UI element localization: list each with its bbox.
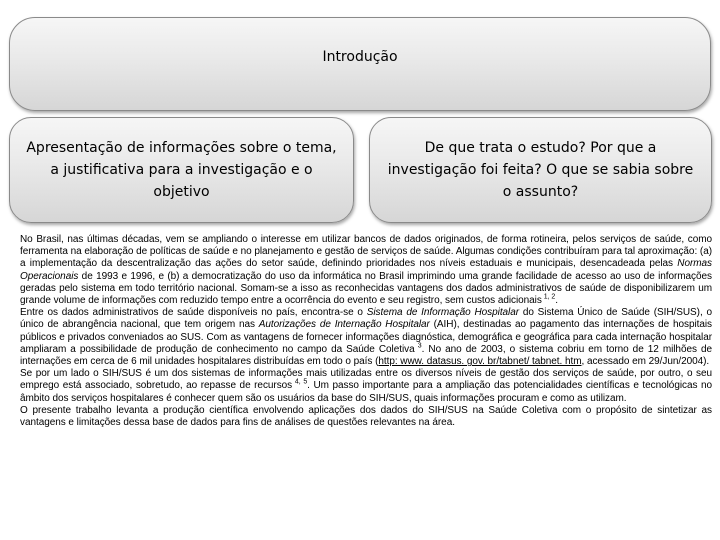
p1-italic-normas: Normas Operacionais xyxy=(20,258,712,282)
p1-text-b: de 1993 e 1996, e (b) a democratização do uso da informática no Brasil imprimindo uma grande facilidade de acesso ao uso de informações geradas pelo sistema em todo território nacional. Somam-se a isso as reconhecidas vantagens dos dados administrativos de saúde de disponibilizarem um grande volume de informações com reduzido tempo entre a ocorrência do evento e seu registro, sem custos adicionais xyxy=(20,270,712,307)
p2-italic-aih: Autorizações de Internação Hospitalar xyxy=(258,319,430,331)
intro-title: Introdução xyxy=(322,49,398,65)
p2-text-e: , acessado em 29/Jun/2004). xyxy=(581,356,710,368)
p3-citation: 4, 5 xyxy=(292,379,308,387)
p3-text-a: Se por um lado o SIH/SUS é um dos sistemas de informações mais utilizadas entre os diversos níveis de gestão dos serviços de saúde, por outro, o seu emprego está associado, sobretudo, ao repasse de recursos xyxy=(20,368,712,392)
p2-text-a: Entre os dados administrativos de saúde disponíveis no país, encontra-se o xyxy=(20,307,367,319)
paragraph-3 xyxy=(20,368,712,405)
p1-citation: 1, 2 xyxy=(541,293,556,301)
questions-box xyxy=(369,117,712,223)
p2-italic-sih: Sistema de Informação Hospitalar xyxy=(366,307,520,319)
p1-text-a: No Brasil, nas últimas décadas, vem se ampliando o interesse em utilizar bancos de dados originados, de forma rotineira, pelos serviços de saúde, como ferramenta na elaboração de políticas de saúde e no planejamento e gestão de serviços de saúde. Algumas condições contribuíram para tal aproximação: (a) a implementação da descentralização das ações do setor saúde, definindo prioridades nos níveis estaduais e municipais, desencadeada pelas xyxy=(20,234,712,270)
questions-text: De que trata o estudo? Por que a investigação foi feita? O que se sabia sobre o assunto? xyxy=(387,140,694,200)
p1-text-c: . xyxy=(555,295,558,307)
paragraph-2 xyxy=(20,307,712,368)
paragraph-4: O presente trabalho levanta a produção científica envolvendo aplicações dos dados do SIH/SUS na Saúde Coletiva com o propósito de sintetizar as vantagens e limitações dessa base de dados para fins de análises de questões relevantes na área. xyxy=(20,404,712,429)
p2-text-d: . No ano de 2003, o sistema cobriu em torno de 12 milhões de internações em cerca de 6 mil unidades hospitalares distribuídas em todo o país ( xyxy=(20,343,712,368)
presentation-box xyxy=(9,117,354,223)
intro-box xyxy=(9,17,711,111)
presentation-text: Apresentação de informações sobre o tema, a justificativa para a investigação e o objetivo xyxy=(26,140,337,200)
datasus-link[interactable]: http: www. datasus. gov. br/tabnet/ tabnet. htm xyxy=(378,356,582,368)
p2-text-b: do Sistema Único de Saúde (SIH/SUS), o único de abrangência nacional, que tem origem nas xyxy=(20,307,712,331)
p2-citation: 3 xyxy=(414,342,422,350)
p3-text-b: . Um passo importante para a ampliação das potencialidades científicas e tecnológicas no âmbito dos serviços hospitalares é conhecer quem são os usuários da base do SIH/SUS, quais informações procuram e como as utilizam. xyxy=(20,380,713,404)
body-text xyxy=(20,234,712,429)
p2-text-c: (AIH), destinadas ao pagamento das internações de hospitais públicos e privados conveniados ao SUS. Com as vantagens de fornecer informações diagnóstica, demográfica e geográfica para cada internação hospitalar ampliaram a possibilidade de produção de conhecimento no campo da Saúde Coletiva xyxy=(20,319,712,355)
paragraph-1 xyxy=(20,234,712,307)
